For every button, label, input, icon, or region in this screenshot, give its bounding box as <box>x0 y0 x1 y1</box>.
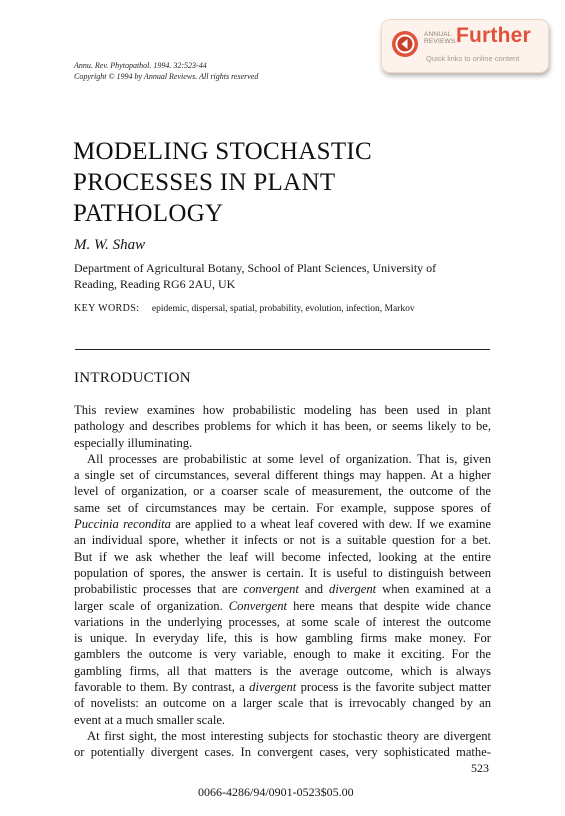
text-line: a single set of circumstances, several different things may happen. At a higher <box>74 468 491 483</box>
paragraph <box>74 402 491 451</box>
text-line: At first sight, the most interesting subjects for stochastic theory are divergent <box>87 728 491 743</box>
text-line: gamblers the outcome is very variable, enough to make it exciting. For the <box>74 647 491 662</box>
text-line: gambling firms, all that matters is the average outcome, which is always <box>74 663 491 678</box>
citation-line: Annu. Rev. Phytopathol. 1994. 32:523-44 <box>74 61 207 70</box>
text-line: But if we ask whether the leaf will become infected, looking at the entire <box>74 549 491 564</box>
text-line: pathology and describes problems for which it has been, or seems likely to be, <box>74 419 491 434</box>
text-line: an individual spore, whether it infects or not is a suitable question for a bet. <box>74 533 491 548</box>
journal-citation <box>74 61 374 82</box>
article-title <box>73 136 493 229</box>
paragraph <box>74 728 491 761</box>
paragraph <box>74 451 491 728</box>
emphasis: divergent <box>329 582 377 597</box>
text-line: is unique. In everyday life, this is how gambling firms make money. For <box>74 631 491 646</box>
annual-reviews-wordmark: ANNUAL REVIEWS <box>424 31 456 45</box>
emphasis: Convergent <box>228 598 288 613</box>
text-line: same set of circumstances may be certain. For example, suppose spores of <box>74 500 491 515</box>
copyright-line: Copyright © 1994 by Annual Reviews. All rights reserved <box>74 71 259 81</box>
text-line: This review examines how probabilistic modeling has been used in plant <box>74 403 491 417</box>
affiliation-line: Department of Agricultural Botany, School of Plant Sciences, University of <box>74 261 437 275</box>
author-name: M. W. Shaw <box>74 237 146 253</box>
text-line: especially illuminating. <box>74 435 193 450</box>
title-line: MODELING STOCHASTIC <box>73 138 372 165</box>
text-line: probabilistic processes that are convergent and divergent when examined at a <box>74 582 491 597</box>
emphasis: divergent <box>249 680 297 695</box>
section-heading: INTRODUCTION <box>74 370 191 386</box>
title-line: PATHOLOGY <box>73 200 224 227</box>
text-line: larger scale of organization. Convergent here means that despite wide chance <box>74 598 491 613</box>
page-number: 523 <box>471 761 489 775</box>
keywords-label: KEY WORDS: <box>74 303 140 314</box>
text-line: population of spores, the answer is certain. It is useful to distinguish between <box>74 565 491 580</box>
species-name: Puccinia recondita <box>74 517 171 532</box>
text-line: of novelists: an outcome on a larger scale that is irrevocably changed by an <box>74 696 491 711</box>
text-line: All processes are probabilistic at some level of organization. That is, given <box>87 451 491 466</box>
affiliation-line: Reading, Reading RG6 2AU, UK <box>74 277 236 291</box>
text-line: variations in the underlying processes, at some scale of interest the outcome <box>74 614 491 629</box>
text-line: or potentially divergent cases. In convergent cases, very sophisticated mathe- <box>74 745 491 760</box>
issn-price-code: 0066-4286/94/0901-0523$05.00 <box>198 785 354 799</box>
author-affiliation <box>74 260 436 292</box>
emphasis: convergent <box>243 582 299 597</box>
keywords <box>74 303 415 314</box>
section-divider <box>75 349 490 350</box>
keywords-list: epidemic, dispersal, spatial, probability, evolution, infection, Markov <box>151 304 415 314</box>
further-tagline: Quick links to online content <box>426 54 520 63</box>
text-line: favorable to them. By contrast, a divergent process is the favorite subject matter <box>74 680 491 695</box>
annual-reviews-further-badge[interactable] <box>381 19 549 73</box>
text-line: level of organization, or a coarser scale of measurement, the outcome of the <box>74 484 491 499</box>
title-line: PROCESSES IN PLANT <box>73 169 336 196</box>
annual-reviews-arrow-icon <box>391 30 419 58</box>
text-line: event at a much smaller scale. <box>74 712 226 727</box>
further-label: Further <box>456 24 531 47</box>
body-text <box>74 402 491 761</box>
text-line: Puccinia recondita are applied to a wheat leaf covered with dew. If we examine <box>74 517 491 532</box>
